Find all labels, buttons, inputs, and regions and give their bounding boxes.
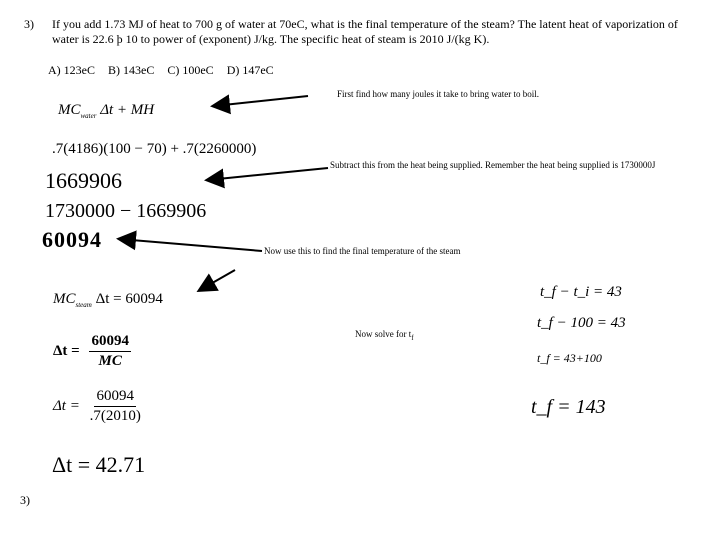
footer-number: 3)	[20, 493, 30, 507]
equation-tf-result: t_f = 143	[531, 396, 606, 418]
equation-tf-minus-ti: t_f − t_i = 43	[540, 284, 622, 300]
question-number: 3)	[24, 17, 34, 31]
equation-result-60094: 60094	[42, 227, 102, 252]
eq8-denominator: .7(2010)	[89, 408, 141, 424]
equation-tf-sum: t_f = 43+100	[537, 351, 602, 365]
choice-d: D) 147eC	[226, 63, 274, 77]
equation-result-1669906: 1669906	[45, 168, 122, 193]
choice-b: B) 143eC	[108, 63, 155, 77]
arrow-to-steam-equation	[200, 270, 235, 290]
eq6-rest: Δt = 60094	[95, 291, 163, 307]
question-text: If you add 1.73 MJ of heat to 700 g of water at 70eC, what is the final temperature of the steam? The latent heat of vaporization of water is 22.6 þ 10 to power of (exponent) J/kg. The specific heat of steam is 2010 J/(kg K).	[52, 17, 678, 46]
note-step-4-text: Now solve for t	[355, 329, 412, 339]
eq1-rest: Δt + MH	[100, 102, 155, 118]
eq7-lhs: Δt =	[53, 342, 80, 359]
note-step-4-sub: f	[411, 333, 414, 342]
equation-subtraction: 1730000 − 1669906	[45, 200, 207, 222]
eq7-denominator: MC	[98, 353, 122, 369]
equation-substituted: .7(4186)(100 − 70) + .7(2260000)	[52, 141, 257, 157]
note-step-3: Now use this to find the final temperature of the steam	[264, 246, 461, 256]
equation-tf-minus-100: t_f − 100 = 43	[537, 315, 626, 331]
arrow-to-eq1	[214, 96, 308, 106]
eq8-lhs: Δt =	[53, 397, 80, 414]
arrow-from-60094	[120, 239, 262, 251]
choice-a: A) 123eC	[48, 63, 95, 77]
eq6-main: MC	[53, 291, 76, 307]
eq1-sub: water	[80, 112, 97, 120]
choice-c: C) 100eC	[167, 63, 214, 77]
arrow-to-result-1669906	[208, 168, 328, 180]
eq7-numerator: 60094	[89, 333, 131, 352]
equation-delta-t-result: Δt = 42.71	[52, 452, 146, 477]
note-step-1: First find how many joules it take to bring water to boil.	[337, 89, 539, 99]
note-step-2: Subtract this from the heat being supplied. Remember the heat being supplied is 1730000J	[330, 160, 656, 170]
eq1-main: MC	[58, 102, 81, 118]
eq6-sub: steam	[75, 301, 92, 309]
eq8-numerator: 60094	[94, 388, 136, 407]
